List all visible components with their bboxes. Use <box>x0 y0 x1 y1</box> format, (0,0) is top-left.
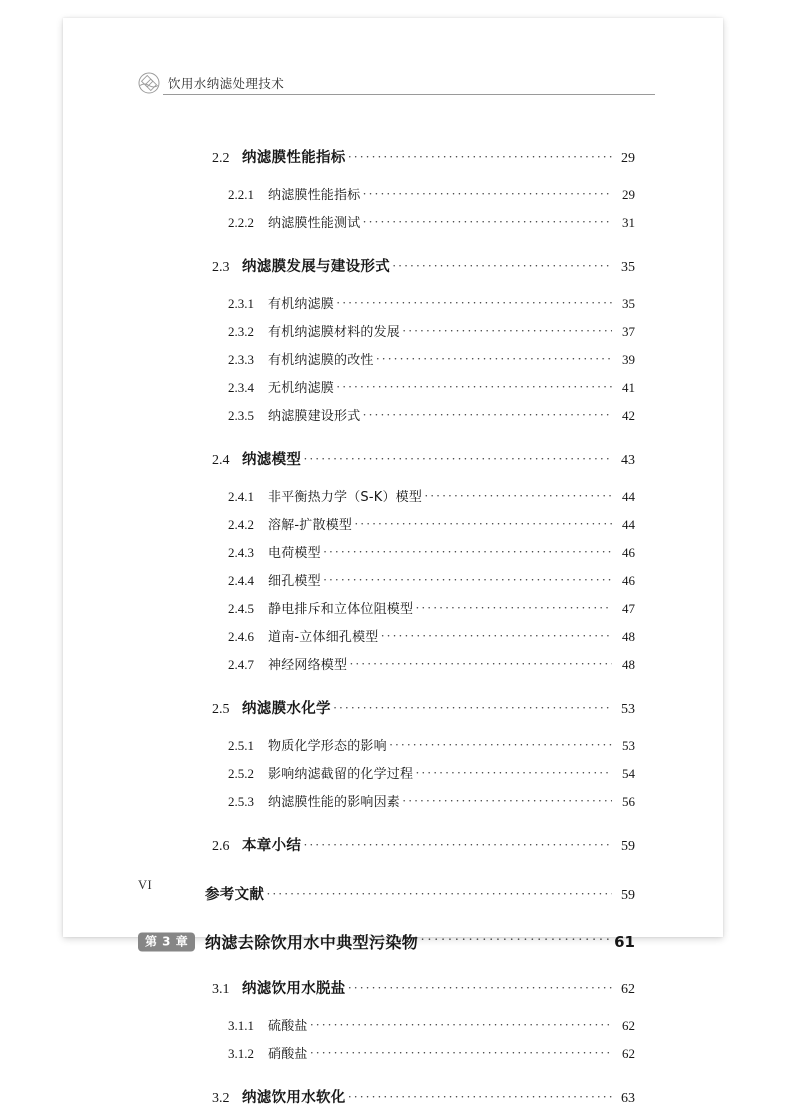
toc-entry-number: 2.2.2 <box>228 215 254 230</box>
toc-leader-dots <box>303 451 612 468</box>
toc-entry-page-number: 59 <box>621 839 635 854</box>
toc-leader-dots <box>381 628 613 644</box>
toc-entry-subsection[interactable] <box>63 184 723 203</box>
toc-entry-title: 纳滤膜性能测试 <box>268 216 361 231</box>
table-of-contents <box>63 122 723 1107</box>
toc-leader-dots <box>415 600 612 616</box>
toc-entry-page-number: 48 <box>622 657 635 672</box>
toc-entry-page-number: 62 <box>621 982 635 997</box>
toc-entry-title: 静电排斥和立体位阻模型 <box>268 602 414 617</box>
toc-entry-number: 3.1.1 <box>228 1018 254 1033</box>
toc-entry-page-number: 29 <box>621 151 635 166</box>
toc-entry-references[interactable] <box>63 883 723 904</box>
toc-entry-title: 道南-立体细孔模型 <box>268 630 379 645</box>
toc-entry-page-number: 53 <box>622 738 635 753</box>
toc-leader-dots <box>392 258 612 275</box>
toc-entry-section[interactable] <box>63 146 723 167</box>
header-divider <box>163 94 655 95</box>
toc-leader-dots <box>415 765 612 781</box>
toc-entry-title: 溶解-扩散模型 <box>268 518 353 533</box>
toc-entry-title: 纳滤去除饮用水中典型污染物 <box>205 933 419 952</box>
toc-entry-number: 3.2 <box>212 1091 230 1106</box>
toc-entry-page-number: 35 <box>622 296 635 311</box>
toc-leader-dots <box>266 886 612 903</box>
toc-entry-title: 纳滤膜发展与建设形式 <box>242 259 390 275</box>
toc-leader-dots <box>310 1017 612 1033</box>
toc-entry-number: 2.4.6 <box>228 629 254 644</box>
toc-entry-title: 有机纳滤膜材料的发展 <box>268 325 401 340</box>
toc-entry-subsection[interactable] <box>63 321 723 340</box>
toc-entry-page-number: 48 <box>622 629 635 644</box>
toc-leader-dots <box>348 1089 612 1106</box>
toc-entry-title: 硝酸盐 <box>268 1047 308 1062</box>
toc-leader-dots <box>420 931 610 949</box>
toc-leader-dots <box>362 214 612 230</box>
toc-entry-number: 2.4.2 <box>228 517 254 532</box>
toc-entry-subsection[interactable] <box>63 486 723 505</box>
toc-entry-number: 2.4.4 <box>228 573 254 588</box>
toc-entry-number: 2.4.1 <box>228 489 254 504</box>
toc-entry-subsection[interactable] <box>63 598 723 617</box>
toc-entry-title: 纳滤饮用水脱盐 <box>242 981 346 997</box>
toc-entry-title: 电荷模型 <box>268 546 321 561</box>
toc-entry-number: 3.1.2 <box>228 1046 254 1061</box>
toc-leader-dots <box>336 295 612 311</box>
toc-entry-title: 参考文献 <box>205 887 265 903</box>
toc-entry-title: 本章小结 <box>242 838 302 854</box>
toc-leader-dots <box>362 407 612 423</box>
toc-entry-section[interactable] <box>63 697 723 718</box>
toc-entry-subsection[interactable] <box>63 349 723 368</box>
toc-entry-number: 2.3.4 <box>228 380 254 395</box>
toc-entry-page-number: 62 <box>622 1046 635 1061</box>
toc-entry-subsection[interactable] <box>63 1043 723 1062</box>
toc-entry-chapter[interactable] <box>63 930 723 953</box>
toc-entry-subsection[interactable] <box>63 1015 723 1034</box>
toc-entry-number: 2.3.1 <box>228 296 254 311</box>
toc-entry-title: 有机纳滤膜的改性 <box>268 353 374 368</box>
toc-entry-subsection[interactable] <box>63 542 723 561</box>
toc-entry-title: 影响纳滤截留的化学过程 <box>268 767 414 782</box>
book-page <box>63 18 723 1106</box>
toc-entry-page-number: 43 <box>621 453 635 468</box>
toc-entry-section[interactable] <box>63 255 723 276</box>
toc-leader-dots <box>354 516 612 532</box>
toc-entry-page-number: 41 <box>622 380 635 395</box>
toc-entry-title: 细孔模型 <box>268 574 321 589</box>
toc-entry-page-number: 46 <box>622 573 635 588</box>
toc-entry-subsection[interactable] <box>63 405 723 424</box>
toc-entry-title: 纳滤膜性能指标 <box>242 150 346 166</box>
toc-entry-page-number: 35 <box>621 260 635 275</box>
toc-leader-dots <box>424 488 612 504</box>
toc-entry-page-number: 46 <box>622 545 635 560</box>
toc-leader-dots <box>376 351 612 367</box>
toc-entry-title: 纳滤膜性能的影响因素 <box>268 795 401 810</box>
toc-entry-subsection[interactable] <box>63 735 723 754</box>
toc-entry-page-number: 31 <box>622 215 635 230</box>
toc-entry-title: 纳滤模型 <box>242 452 302 468</box>
toc-entry-number: 2.3.3 <box>228 352 254 367</box>
running-header-content <box>138 70 656 96</box>
toc-leader-dots <box>310 1045 612 1061</box>
toc-entry-section[interactable] <box>63 1086 723 1107</box>
toc-entry-subsection[interactable] <box>63 626 723 645</box>
toc-entry-subsection[interactable] <box>63 293 723 312</box>
toc-leader-dots <box>348 149 612 166</box>
running-header-title: 饮用水纳滤处理技术 <box>168 76 285 91</box>
toc-leader-dots <box>336 379 612 395</box>
toc-entry-page-number: 44 <box>622 517 635 532</box>
toc-leader-dots <box>402 793 612 809</box>
toc-entry-page-number: 54 <box>622 766 635 781</box>
toc-entry-title: 硫酸盐 <box>268 1019 308 1034</box>
toc-entry-number: 2.5.2 <box>228 766 254 781</box>
toc-entry-title: 有机纳滤膜 <box>268 297 335 312</box>
toc-entry-page-number: 39 <box>622 352 635 367</box>
toc-entry-page-number: 61 <box>614 932 635 951</box>
toc-leader-dots <box>323 544 612 560</box>
toc-entry-subsection[interactable] <box>63 654 723 673</box>
chapter-badge: 第 3 章 <box>138 932 195 951</box>
toc-entry-number: 2.4 <box>212 453 230 468</box>
toc-entry-page-number: 53 <box>621 702 635 717</box>
toc-entry-page-number: 42 <box>622 408 635 423</box>
toc-entry-number: 2.6 <box>212 839 230 854</box>
toc-entry-number: 2.5.3 <box>228 794 254 809</box>
toc-entry-subsection[interactable] <box>63 791 723 810</box>
toc-leader-dots <box>333 700 612 717</box>
toc-entry-page-number: 47 <box>622 601 635 616</box>
interlocking-diamonds-circle-logo-icon <box>138 72 160 94</box>
toc-leader-dots <box>349 656 612 672</box>
page-folio: VI <box>138 878 153 892</box>
toc-entry-number: 2.4.7 <box>228 657 254 672</box>
toc-entry-subsection[interactable] <box>63 377 723 396</box>
toc-leader-dots <box>362 186 612 202</box>
toc-leader-dots <box>389 737 612 753</box>
toc-entry-number: 2.3.5 <box>228 408 254 423</box>
toc-entry-page-number: 63 <box>621 1091 635 1106</box>
toc-entry-number: 2.4.3 <box>228 545 254 560</box>
toc-entry-page-number: 44 <box>622 489 635 504</box>
toc-entry-title: 纳滤膜水化学 <box>242 701 331 717</box>
toc-leader-dots <box>303 837 612 854</box>
toc-leader-dots <box>348 980 612 997</box>
running-header <box>63 70 723 104</box>
toc-entry-number: 2.2 <box>212 151 230 166</box>
toc-entry-title: 神经网络模型 <box>268 658 348 673</box>
toc-entry-section[interactable] <box>63 834 723 855</box>
toc-entry-title: 非平衡热力学（S-K）模型 <box>268 490 423 505</box>
toc-entry-title: 纳滤饮用水软化 <box>242 1090 346 1106</box>
toc-entry-page-number: 62 <box>622 1018 635 1033</box>
toc-entry-number: 2.3 <box>212 260 230 275</box>
toc-entry-number: 2.2.1 <box>228 187 254 202</box>
toc-entry-number: 2.5 <box>212 702 230 717</box>
toc-entry-page-number: 59 <box>621 888 635 903</box>
toc-entry-number: 3.1 <box>212 982 230 997</box>
toc-entry-number: 2.3.2 <box>228 324 254 339</box>
toc-entry-page-number: 29 <box>622 187 635 202</box>
toc-entry-page-number: 37 <box>622 324 635 339</box>
toc-entry-page-number: 56 <box>622 794 635 809</box>
toc-entry-section[interactable] <box>63 977 723 998</box>
toc-entry-title: 无机纳滤膜 <box>268 381 335 396</box>
toc-entry-number: 2.4.5 <box>228 601 254 616</box>
toc-entry-section[interactable] <box>63 448 723 469</box>
toc-leader-dots <box>402 323 612 339</box>
toc-entry-title: 纳滤膜性能指标 <box>268 188 361 203</box>
toc-leader-dots <box>323 572 612 588</box>
toc-entry-subsection[interactable] <box>63 763 723 782</box>
toc-entry-subsection[interactable] <box>63 570 723 589</box>
toc-entry-number: 2.5.1 <box>228 738 254 753</box>
toc-entry-subsection[interactable] <box>63 514 723 533</box>
toc-entry-title: 物质化学形态的影响 <box>268 739 387 754</box>
toc-entry-title: 纳滤膜建设形式 <box>268 409 361 424</box>
toc-entry-subsection[interactable] <box>63 212 723 231</box>
